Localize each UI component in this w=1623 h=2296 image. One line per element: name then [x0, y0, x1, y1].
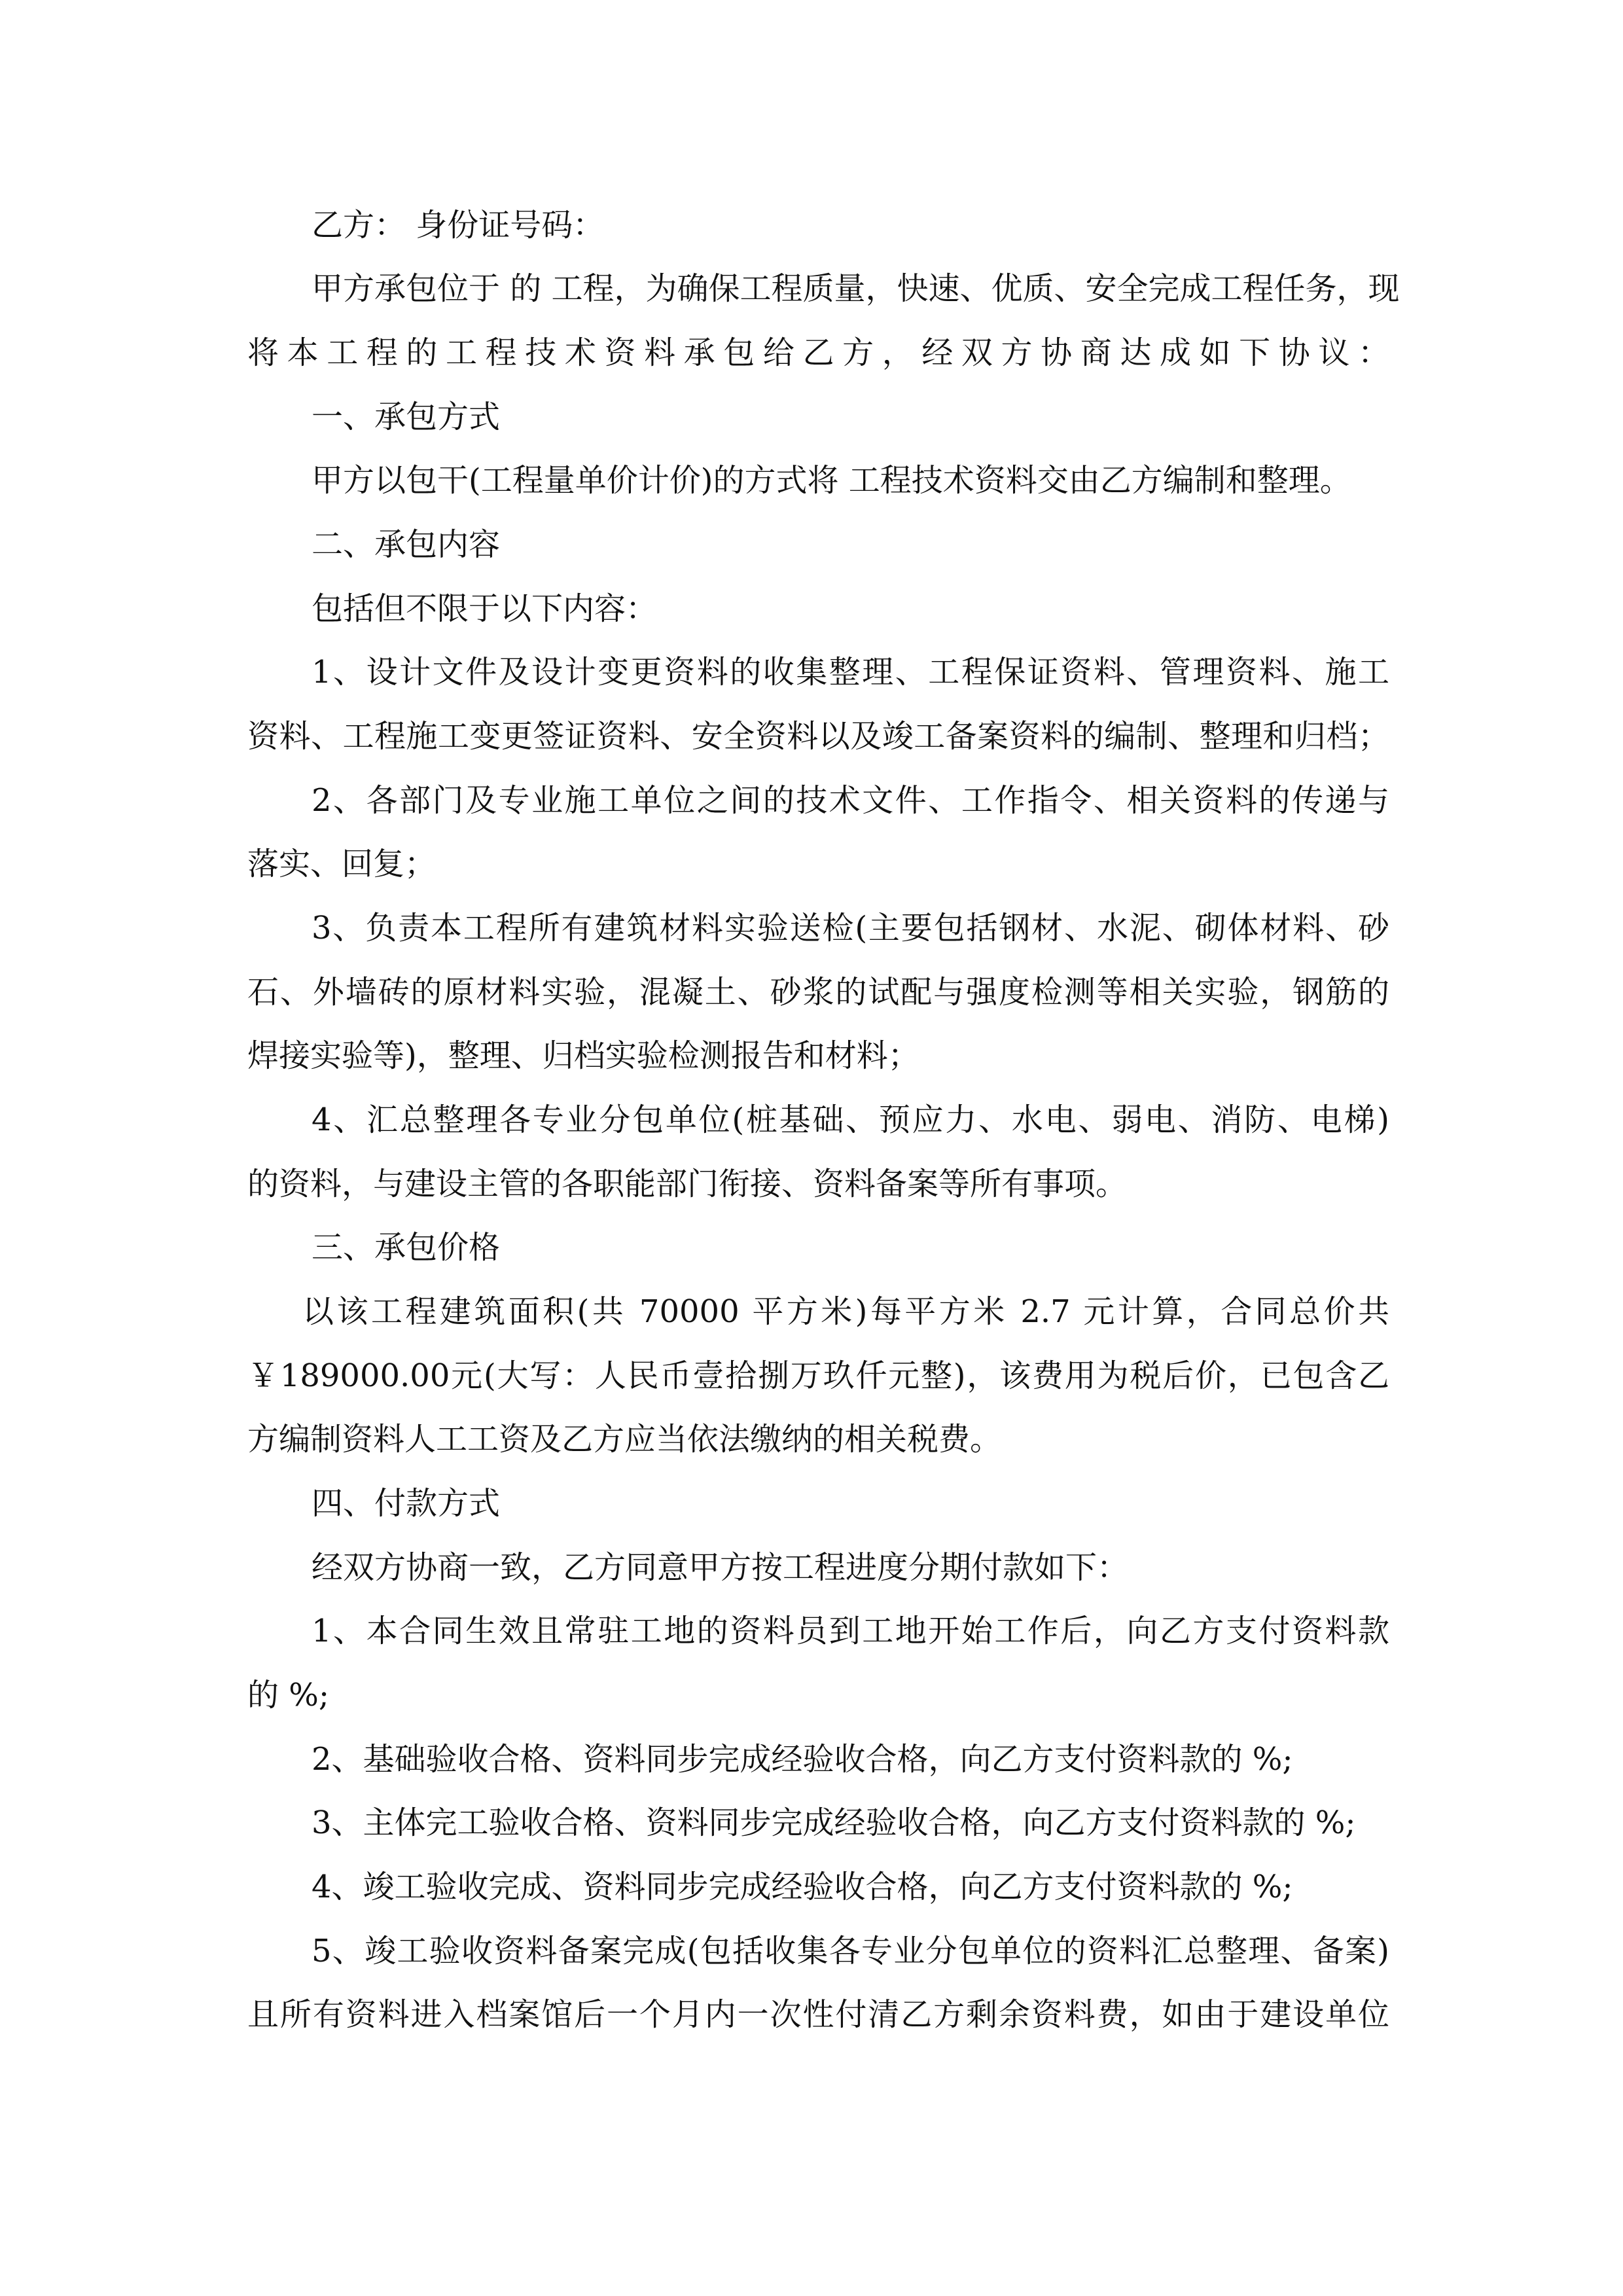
body-line: 将本工程的工程技术资料承包给乙方，经双方协商达成如下协议：	[247, 334, 1389, 371]
body-line: ￥189000.00元(大写：人民币壹拾捌万玖仟元整)，该费用为税后价，已包含乙	[247, 1357, 1389, 1394]
body-line: 以该工程建筑面积(共 70000 平方米)每平方米 2.7 元计算，合同总价共	[302, 1293, 1389, 1330]
body-line: 的资料，与建设主管的各职能部门衔接、资料备案等所有事项。	[247, 1166, 1128, 1202]
list-item: 3、负责本工程所有建筑材料实验送检(主要包括钢材、水泥、砌体材料、砂	[312, 910, 1389, 946]
list-item: 4、竣工验收完成、资料同步完成经验收合格，向乙方支付资料款的 %;	[312, 1869, 1293, 1905]
body-line: 的 %;	[247, 1677, 330, 1713]
body-line: 资料、工程施工变更签证资料、安全资料以及竣工备案资料的编制、整理和归档；	[247, 718, 1389, 755]
body-line: 石、外墙砖的原材料实验，混凝土、砂浆的试配与强度检测等相关实验，钢筋的	[247, 974, 1389, 1011]
list-item: 1、本合同生效且常驻工地的资料员到工地开始工作后，向乙方支付资料款	[312, 1613, 1389, 1649]
party-b-line: 乙方： 身份证号码：	[312, 207, 605, 243]
body-line: 方编制资料人工工资及乙方应当依法缴纳的相关税费。	[247, 1421, 1002, 1458]
body-line: 包括但不限于以下内容：	[312, 590, 658, 627]
section-heading: 三、承包价格	[312, 1229, 501, 1266]
section-heading: 二、承包内容	[312, 526, 501, 563]
body-line: 且所有资料进入档案馆后一个月内一次性付清乙方剩余资料费，如由于建设单位	[247, 1996, 1389, 2033]
list-item: 4、汇总整理各专业分包单位(桩基础、预应力、水电、弱电、消防、电梯)	[312, 1102, 1389, 1138]
body-line: 甲方承包位于 的 工程，为确保工程质量，快速、优质、安全完成工程任务，现	[312, 270, 1400, 307]
body-line: 经双方协商一致，乙方同意甲方按工程进度分期付款如下：	[312, 1549, 1129, 1586]
body-line: 甲方以包干(工程量单价计价)的方式将 工程技术资料交由乙方编制和整理。	[312, 462, 1351, 499]
list-item: 2、基础验收合格、资料同步完成经验收合格，向乙方支付资料款的 %;	[312, 1741, 1293, 1778]
body-line: 落实、回复；	[247, 846, 437, 882]
list-item: 5、竣工验收资料备案完成(包括收集各专业分包单位的资料汇总整理、备案)	[312, 1933, 1389, 1969]
body-line: 焊接实验等)，整理、归档实验检测报告和材料；	[247, 1037, 919, 1074]
list-item: 1、设计文件及设计变更资料的收集整理、工程保证资料、管理资料、施工	[312, 654, 1389, 691]
list-item: 2、各部门及专业施工单位之间的技术文件、工作指令、相关资料的传递与	[312, 782, 1389, 819]
list-item: 3、主体完工验收合格、资料同步完成经验收合格，向乙方支付资料款的 %;	[312, 1804, 1356, 1841]
section-heading: 一、承包方式	[312, 399, 501, 435]
section-heading: 四、付款方式	[312, 1485, 501, 1522]
